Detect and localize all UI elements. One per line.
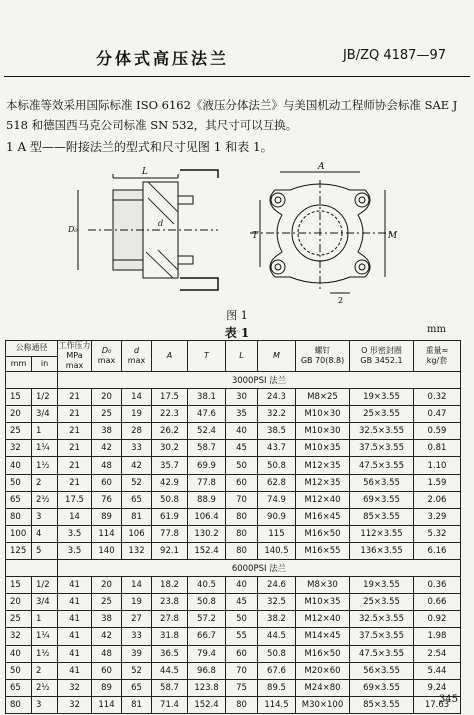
table-cell: 35.7 (152, 457, 188, 474)
table-cell: 0.36 (414, 577, 461, 594)
table-cell: 21 (58, 474, 92, 491)
table-cell: 38 (92, 423, 122, 440)
table-cell: 65 (122, 679, 152, 696)
table-cell: 44.5 (258, 628, 296, 645)
section-row (6, 560, 461, 577)
table-cell: M16×50 (296, 645, 350, 662)
table-cell: 0.66 (414, 594, 461, 611)
table-cell: 50 (6, 662, 32, 679)
table-cell: 38 (92, 611, 122, 628)
table-cell: 1½ (32, 457, 58, 474)
table-cell: 52.4 (188, 423, 226, 440)
table-cell: 89 (92, 508, 122, 525)
table-cell: 25 (6, 423, 32, 440)
intro-paragraph: 本标准等效采用国际标准 ISO 6162《液压分体法兰》与美国机动工程师协会标准 SAE J 518 和德国西马克公司标准 SN 532，其尺寸可以互换。 (6, 98, 458, 132)
table-cell: M12×40 (296, 611, 350, 628)
table-unit: mm (427, 324, 446, 335)
table-cell: 26.2 (152, 423, 188, 440)
table-cell: 28 (122, 423, 152, 440)
standard-number: JB/ZQ 4187—97 (342, 48, 446, 63)
table-cell: 114.5 (258, 696, 296, 713)
table-cell: 21 (58, 389, 92, 406)
table-cell: 66.7 (188, 628, 226, 645)
table-cell: 57.2 (188, 611, 226, 628)
table-cell: 80 (226, 525, 258, 542)
table-row (6, 645, 461, 662)
header-nominal: 公称通径 (6, 341, 58, 357)
table-cell: 0.92 (414, 611, 461, 628)
table-cell: 38.1 (188, 389, 226, 406)
table-cell: 19 (122, 594, 152, 611)
table-cell: 3.5 (58, 542, 92, 559)
table-cell: 36.5 (152, 645, 188, 662)
table-cell: 27 (122, 611, 152, 628)
table-cell: 52 (122, 662, 152, 679)
table-cell: 1½ (32, 645, 58, 662)
table-cell: 114 (92, 696, 122, 713)
table-cell: 5.44 (414, 662, 461, 679)
table-cell: 3.5 (58, 525, 92, 542)
header-bolt: 螺钉 GB 70(8.8) (296, 341, 350, 372)
table-cell: 85×3.55 (350, 696, 414, 713)
table-row (6, 542, 461, 559)
header-mm: mm (6, 356, 32, 372)
section-label: 3000PSI 法兰 (58, 372, 461, 389)
table-cell: 61.9 (152, 508, 188, 525)
table-cell: 14 (122, 577, 152, 594)
table-row (6, 423, 461, 440)
table-row (6, 508, 461, 525)
table-cell: M16×45 (296, 508, 350, 525)
header-pressure: 工作压力 MPa max (58, 341, 91, 370)
table-cell: 79.4 (188, 645, 226, 662)
table-cell: 40 (226, 423, 258, 440)
table-cell: M16×55 (296, 542, 350, 559)
header-A: A (152, 341, 188, 372)
table-cell: M10×35 (296, 440, 350, 457)
table-cell: 1.10 (414, 457, 461, 474)
table-caption: 表 1 (224, 326, 250, 340)
table-row (6, 662, 461, 679)
table-cell: 71.4 (152, 696, 188, 713)
table-cell: 50.8 (152, 491, 188, 508)
table-cell: 32 (58, 696, 92, 713)
flange-side-view (68, 160, 228, 300)
table-body (6, 372, 461, 714)
table-cell: 65 (122, 491, 152, 508)
table-cell: 15 (6, 389, 32, 406)
table-cell: 70 (226, 491, 258, 508)
table-cell: 74.9 (258, 491, 296, 508)
table-cell: 5.32 (414, 525, 461, 542)
table-row (6, 474, 461, 491)
table-cell: 1/2 (32, 577, 58, 594)
table-row (6, 525, 461, 542)
table-cell: 140 (92, 542, 122, 559)
table-cell: 40 (6, 457, 32, 474)
table-cell: 41 (58, 628, 92, 645)
table-cell: 1¼ (32, 440, 58, 457)
table-cell: 77.8 (152, 525, 188, 542)
table-cell: 33 (122, 440, 152, 457)
table-cell: 100 (6, 525, 32, 542)
table-cell: 48 (92, 645, 122, 662)
table-row (6, 594, 461, 611)
table-cell: 4 (32, 525, 58, 542)
table-cell: 32.5×3.55 (350, 423, 414, 440)
table-cell: 25 (6, 611, 32, 628)
table-cell: 32 (58, 679, 92, 696)
section-label: 6000PSI 法兰 (58, 560, 461, 577)
table-cell: 31.8 (152, 628, 188, 645)
table-cell: 41 (58, 594, 92, 611)
table-cell: 69.9 (188, 457, 226, 474)
table-cell: 42 (92, 440, 122, 457)
table-row (6, 491, 461, 508)
header-M: M (258, 341, 296, 372)
table-cell: 70 (226, 662, 258, 679)
table-cell: 50 (226, 611, 258, 628)
table-row (6, 628, 461, 645)
flange-front-view (250, 160, 400, 305)
table-cell: 17.63 (414, 696, 461, 713)
table-cell: 23.8 (152, 594, 188, 611)
table-cell: 112×3.55 (350, 525, 414, 542)
table-cell: 17.5 (152, 389, 188, 406)
table-row (6, 679, 461, 696)
table-cell: 41 (58, 662, 92, 679)
table-cell: 80 (226, 696, 258, 713)
table-cell: M12×35 (296, 474, 350, 491)
table-cell: 37.5×3.55 (350, 628, 414, 645)
table-cell: 32 (6, 440, 32, 457)
table-cell: 41 (58, 645, 92, 662)
table-cell: 9.24 (414, 679, 461, 696)
table-cell: 40 (226, 577, 258, 594)
table-cell: 3 (32, 508, 58, 525)
header-weight: 重量≈ kg/套 (414, 341, 461, 372)
page-title: 分体式高压法兰 (96, 49, 230, 68)
table-cell: 30.2 (152, 440, 188, 457)
table-cell: M14×45 (296, 628, 350, 645)
table-cell: 1 (32, 423, 58, 440)
table-cell: 21 (58, 457, 92, 474)
table-cell: 19×3.55 (350, 577, 414, 594)
table-cell: 81 (122, 696, 152, 713)
table-cell: 123.8 (188, 679, 226, 696)
table-cell: 38.5 (258, 423, 296, 440)
table-cell: 41 (58, 577, 92, 594)
table-cell: 1.59 (414, 474, 461, 491)
table-cell: 50.8 (188, 594, 226, 611)
table-cell: 115 (258, 525, 296, 542)
table-cell: 41 (58, 611, 92, 628)
dim-2: 2 (338, 296, 344, 305)
table-cell: 50 (226, 457, 258, 474)
table-cell: 152.4 (188, 696, 226, 713)
table-cell: 80 (226, 542, 258, 559)
flange-dimension-table (5, 340, 461, 714)
dim-T: T (252, 231, 259, 241)
table-cell: 25 (92, 594, 122, 611)
table-cell: 5 (32, 542, 58, 559)
table-cell: 89 (92, 679, 122, 696)
table-cell: 50 (6, 474, 32, 491)
table-cell: 47.5×3.55 (350, 645, 414, 662)
table-cell: 47.6 (188, 406, 226, 423)
table-cell: 76 (92, 491, 122, 508)
table-cell: 42 (92, 628, 122, 645)
table-cell: 47.5×3.55 (350, 457, 414, 474)
table-cell: 37.5×3.55 (350, 440, 414, 457)
table-cell: 0.47 (414, 406, 461, 423)
table-cell: 2½ (32, 491, 58, 508)
table-cell: 30 (226, 389, 258, 406)
table-cell: 58.7 (188, 440, 226, 457)
table-row (6, 457, 461, 474)
table-cell: M10×30 (296, 423, 350, 440)
table-cell: 85×3.55 (350, 508, 414, 525)
table-cell: 20 (92, 389, 122, 406)
table-cell: 1/2 (32, 389, 58, 406)
table-cell: 80 (6, 508, 32, 525)
table-cell: 40 (6, 645, 32, 662)
table-cell: 45 (226, 594, 258, 611)
table-cell: 152.4 (188, 542, 226, 559)
header-L: L (226, 341, 258, 372)
table-cell: M20×60 (296, 662, 350, 679)
header-T: T (188, 341, 226, 372)
table-cell: M8×25 (296, 389, 350, 406)
table-cell: 40.5 (188, 577, 226, 594)
table-cell: 38.2 (258, 611, 296, 628)
table-row (6, 389, 461, 406)
table-cell: M16×50 (296, 525, 350, 542)
figure-caption: 图 1 (226, 309, 248, 322)
table-cell: 48 (92, 457, 122, 474)
table-cell: 3/4 (32, 406, 58, 423)
table-cell: 3.29 (414, 508, 461, 525)
table-cell: 88.9 (188, 491, 226, 508)
table-cell: 3/4 (32, 594, 58, 611)
table-cell: 0.59 (414, 423, 461, 440)
table-cell: 19×3.55 (350, 389, 414, 406)
table-cell: 92.1 (152, 542, 188, 559)
table-cell: 2.54 (414, 645, 461, 662)
table-cell: 106.4 (188, 508, 226, 525)
table-row (6, 696, 461, 713)
table-cell: 65 (6, 679, 32, 696)
table-cell: 89.5 (258, 679, 296, 696)
table-cell: 32.5×3.55 (350, 611, 414, 628)
table-cell: 6.16 (414, 542, 461, 559)
table-cell: 60 (92, 474, 122, 491)
table-cell: 69×3.55 (350, 679, 414, 696)
table-cell: 62.8 (258, 474, 296, 491)
table-cell: 0.81 (414, 440, 461, 457)
table-cell: 45 (226, 440, 258, 457)
dim-D0: D₀ (68, 225, 78, 234)
table-cell: 39 (122, 645, 152, 662)
table-cell: 50.8 (258, 645, 296, 662)
table-row (6, 440, 461, 457)
table-cell: M12×35 (296, 457, 350, 474)
table-cell: 43.7 (258, 440, 296, 457)
table-cell: 24.3 (258, 389, 296, 406)
table-cell: 21 (58, 423, 92, 440)
table-row (6, 406, 461, 423)
header-d: d max (122, 341, 152, 372)
table-cell: 77.8 (188, 474, 226, 491)
header-rule (4, 76, 470, 77)
table-cell: 20 (6, 406, 32, 423)
table-cell: 0.32 (414, 389, 461, 406)
table-cell: 24.6 (258, 577, 296, 594)
table-cell: 56×3.55 (350, 662, 414, 679)
table-cell: 65 (6, 491, 32, 508)
table-cell: 52 (122, 474, 152, 491)
table-cell: 60 (226, 645, 258, 662)
table-cell: 25×3.55 (350, 594, 414, 611)
table-cell: 114 (92, 525, 122, 542)
table-cell: M30×100 (296, 696, 350, 713)
table-cell: 1 (32, 611, 58, 628)
table-cell: 140.5 (258, 542, 296, 559)
table-cell: 55 (226, 628, 258, 645)
table-cell: 80 (226, 508, 258, 525)
table-cell: 22.3 (152, 406, 188, 423)
table-cell: 125 (6, 542, 32, 559)
table-cell: 18.2 (152, 577, 188, 594)
table-cell: 14 (122, 389, 152, 406)
header-d0: D₀ max (92, 341, 122, 372)
table-cell: 1.98 (414, 628, 461, 645)
section-row (6, 372, 461, 389)
table-cell: 67.6 (258, 662, 296, 679)
header-oring: O 形密封圈 GB 3452.1 (350, 341, 414, 372)
table-cell: 15 (6, 577, 32, 594)
table-cell: 58.7 (152, 679, 188, 696)
table-cell: 60 (226, 474, 258, 491)
section-heading: 1 A 型——附接法兰的型式和尺寸见图 1 和表 1。 (6, 140, 273, 154)
table-cell: 81 (122, 508, 152, 525)
table-cell: 21 (58, 406, 92, 423)
table-cell: 56×3.55 (350, 474, 414, 491)
table-cell: M24×80 (296, 679, 350, 696)
table-cell: 3 (32, 696, 58, 713)
dim-M: M (388, 231, 398, 241)
table-cell: 136×3.55 (350, 542, 414, 559)
header-in: in (32, 356, 58, 372)
table-row (6, 577, 461, 594)
table-cell: 132 (122, 542, 152, 559)
table-cell: 32 (6, 628, 32, 645)
table-row (6, 611, 461, 628)
table-cell: 2½ (32, 679, 58, 696)
table-cell: 96.8 (188, 662, 226, 679)
table-cell: 2 (32, 474, 58, 491)
table-cell: 75 (226, 679, 258, 696)
table-cell: 25×3.55 (350, 406, 414, 423)
table-cell: 106 (122, 525, 152, 542)
table-cell: M10×35 (296, 594, 350, 611)
table-cell: 2 (32, 662, 58, 679)
table-cell: 35 (226, 406, 258, 423)
table-cell: 17.5 (58, 491, 92, 508)
table-cell: 19 (122, 406, 152, 423)
table-cell: 80 (6, 696, 32, 713)
table-cell: 32.2 (258, 406, 296, 423)
dim-L: L (142, 167, 148, 177)
table-cell: 25 (92, 406, 122, 423)
table-cell: 27.8 (152, 611, 188, 628)
table-cell: 20 (6, 594, 32, 611)
table-cell: 60 (92, 662, 122, 679)
dim-A: A (318, 162, 325, 172)
table-cell: 33 (122, 628, 152, 645)
table-cell: 42.9 (152, 474, 188, 491)
table-cell: 50.8 (258, 457, 296, 474)
table-cell: 130.2 (188, 525, 226, 542)
table-cell: M10×30 (296, 406, 350, 423)
table-cell: M8×30 (296, 577, 350, 594)
table-cell: 2.06 (414, 491, 461, 508)
table-cell: 20 (92, 577, 122, 594)
table-cell: 1¼ (32, 628, 58, 645)
page-number: 345 (438, 694, 458, 705)
table-cell: 32.5 (258, 594, 296, 611)
table-cell: 21 (58, 440, 92, 457)
table-cell: 44.5 (152, 662, 188, 679)
table-cell: 90.9 (258, 508, 296, 525)
dim-d: d (158, 219, 164, 228)
table-cell: 42 (122, 457, 152, 474)
table-cell: M12×40 (296, 491, 350, 508)
table-cell: 69×3.55 (350, 491, 414, 508)
table-cell: 14 (58, 508, 92, 525)
